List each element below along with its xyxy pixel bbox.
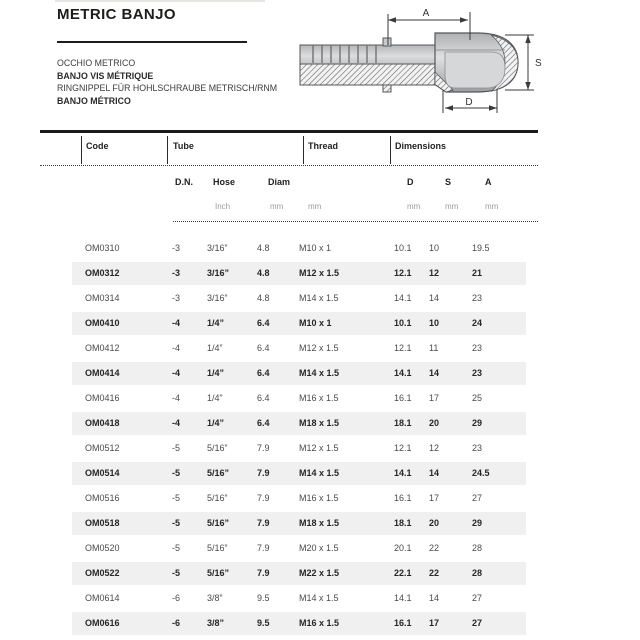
cell-code: OM0512 (85, 443, 120, 453)
cell-thread: M16 x 1.5 (299, 618, 340, 628)
cell-s: 12 (429, 443, 440, 453)
table-row (62, 236, 538, 261)
cell-code: OM0414 (85, 368, 120, 378)
cell-thread: M16 x 1.5 (299, 493, 339, 503)
cell-thread: M14 x 1.5 (299, 293, 339, 303)
cell-dn: -6 (172, 593, 181, 603)
cell-thread: M20 x 1.5 (299, 543, 339, 553)
cell-hose: 3/8” (207, 593, 223, 603)
cell-hose: 5/16” (207, 568, 230, 578)
cell-dn: -4 (172, 418, 181, 428)
cell-a: 29 (472, 518, 483, 528)
cell-a: 24.5 (472, 468, 490, 478)
cell-d: 16.1 (394, 393, 412, 403)
cell-diam: 4.8 (257, 268, 270, 278)
cell-code: OM0310 (85, 243, 120, 253)
cell-d: 14.1 (394, 593, 412, 603)
cell-hose: 5/16” (207, 518, 230, 528)
title-rule (57, 41, 247, 43)
cell-s: 14 (429, 293, 440, 303)
cell-s: 17 (429, 618, 440, 628)
cell-hose: 3/16” (207, 293, 228, 303)
subheader-a: A (485, 177, 492, 187)
cell-a: 25 (472, 393, 483, 403)
cell-thread: M18 x 1.5 (299, 518, 340, 528)
cell-thread: M10 x 1 (299, 318, 332, 328)
cell-s: 10 (429, 243, 440, 253)
table-top-rule (40, 130, 538, 133)
cell-diam: 4.8 (257, 293, 270, 303)
cell-dn: -5 (172, 468, 181, 478)
subheader-s: S (445, 177, 452, 187)
table-row (62, 336, 538, 361)
cell-d: 14.1 (394, 368, 412, 378)
cell-dn: -4 (172, 368, 181, 378)
subheader-dn: D.N. (175, 177, 193, 187)
column-group-dimensions: Dimensions (395, 141, 447, 151)
cell-thread: M22 x 1.5 (299, 568, 340, 578)
cell-s: 20 (429, 418, 440, 428)
cell-diam: 7.9 (257, 468, 270, 478)
cell-thread: M12 x 1.5 (299, 443, 339, 453)
cell-thread: M14 x 1.5 (299, 468, 340, 478)
cell-a: 28 (472, 543, 483, 553)
subheader-diam: Diam (268, 177, 291, 187)
header-separator (390, 136, 391, 164)
cell-diam: 7.9 (257, 543, 270, 553)
cell-code: OM0518 (85, 518, 120, 528)
cell-s: 12 (429, 268, 440, 278)
cell-dn: -3 (172, 293, 181, 303)
cell-dn: -5 (172, 518, 181, 528)
dotted-rule-top (40, 165, 538, 166)
cell-s: 14 (429, 468, 440, 478)
cell-d: 16.1 (394, 618, 412, 628)
header-separator (81, 136, 82, 164)
dotted-rule-units (173, 221, 538, 222)
cell-thread: M12 x 1.5 (299, 343, 339, 353)
cell-d: 14.1 (394, 468, 412, 478)
cropped-top-fragment (55, 0, 265, 2)
cell-dn: -3 (172, 243, 181, 253)
cell-s: 17 (429, 493, 440, 503)
cell-hose: 1/4” (207, 393, 223, 403)
banjo-fitting-diagram (295, 2, 545, 124)
dimension-s-label: S (535, 58, 542, 69)
cell-hose: 1/4” (207, 318, 225, 328)
cell-dn: -5 (172, 568, 181, 578)
cell-dn: -4 (172, 318, 181, 328)
subtitle-spanish: BANJO MÉTRICO (57, 96, 131, 107)
cell-hose: 3/8” (207, 618, 225, 628)
cell-d: 20.1 (394, 543, 412, 553)
cell-diam: 6.4 (257, 418, 270, 428)
cell-thread: M10 x 1 (299, 243, 332, 253)
cell-d: 22.1 (394, 568, 412, 578)
cell-thread: M14 x 1.5 (299, 593, 339, 603)
cell-dn: -4 (172, 343, 181, 353)
cell-d: 18.1 (394, 518, 412, 528)
cell-hose: 1/4” (207, 418, 225, 428)
cell-a: 23 (472, 443, 483, 453)
cell-a: 27 (472, 618, 483, 628)
cell-d: 12.1 (394, 343, 412, 353)
cell-s: 20 (429, 518, 440, 528)
cell-code: OM0616 (85, 618, 120, 628)
cell-d: 16.1 (394, 493, 412, 503)
unit-d: mm (407, 202, 421, 211)
cell-a: 23 (472, 368, 483, 378)
cell-hose: 3/16” (207, 243, 228, 253)
cell-thread: M12 x 1.5 (299, 268, 340, 278)
subtitle-italian: OCCHIO METRICO (57, 58, 136, 68)
cell-code: OM0520 (85, 543, 120, 553)
cell-s: 22 (429, 568, 440, 578)
cell-s: 10 (429, 318, 440, 328)
table-row (62, 286, 538, 311)
cell-dn: -5 (172, 493, 181, 503)
cell-diam: 6.4 (257, 368, 270, 378)
cell-code: OM0522 (85, 568, 120, 578)
cell-a: 24 (472, 318, 483, 328)
cell-diam: 7.9 (257, 518, 270, 528)
cell-d: 12.1 (394, 268, 412, 278)
cell-s: 14 (429, 593, 440, 603)
dimension-d-label: D (465, 97, 473, 108)
cell-hose: 1/4” (207, 343, 223, 353)
page-title: METRIC BANJO (57, 6, 176, 23)
cell-code: OM0514 (85, 468, 120, 478)
table-row (62, 536, 538, 561)
cell-diam: 4.8 (257, 243, 270, 253)
cell-s: 17 (429, 393, 440, 403)
cell-a: 19.5 (472, 243, 490, 253)
cell-a: 23 (472, 343, 483, 353)
table-row (62, 411, 538, 436)
table-row (62, 361, 538, 386)
column-group-tube: Tube (173, 141, 194, 151)
cell-a: 23 (472, 293, 483, 303)
cell-code: OM0418 (85, 418, 120, 428)
table-row (62, 436, 538, 461)
cell-thread: M14 x 1.5 (299, 368, 340, 378)
cell-hose: 5/16” (207, 493, 228, 503)
subtitle-french: BANJO VIS MÉTRIQUE (57, 70, 154, 81)
header-separator (303, 136, 304, 164)
cell-dn: -3 (172, 268, 181, 278)
column-group-thread: Thread (308, 141, 339, 151)
cell-hose: 5/16” (207, 543, 228, 553)
unit-hose: Inch (215, 202, 231, 211)
table-row (62, 386, 538, 411)
cell-s: 14 (429, 368, 440, 378)
table-row (62, 586, 538, 611)
cell-hose: 3/16” (207, 268, 230, 278)
unit-diam: mm (270, 202, 284, 211)
cell-d: 12.1 (394, 443, 412, 453)
cell-code: OM0312 (85, 268, 120, 278)
cell-a: 27 (472, 593, 483, 603)
cell-d: 18.1 (394, 418, 412, 428)
cell-dn: -4 (172, 393, 181, 403)
cell-diam: 6.4 (257, 393, 270, 403)
table-row (62, 486, 538, 511)
cell-a: 28 (472, 568, 483, 578)
table-row (62, 611, 538, 636)
cell-a: 27 (472, 493, 483, 503)
subheader-hose: Hose (213, 177, 236, 187)
cell-diam: 6.4 (257, 343, 270, 353)
table-row (62, 261, 538, 286)
cell-diam: 9.5 (257, 618, 270, 628)
unit-thread: mm (308, 202, 322, 211)
table-row (62, 311, 538, 336)
cell-d: 10.1 (394, 243, 412, 253)
header-separator (167, 136, 168, 164)
subtitle-german: RINGNIPPEL FÜR HOHLSCHRAUBE METRISCH/RNM (57, 83, 278, 94)
cell-d: 14.1 (394, 293, 412, 303)
cell-hose: 5/16” (207, 443, 228, 453)
cell-a: 21 (472, 268, 483, 278)
cell-diam: 7.9 (257, 493, 270, 503)
cell-thread: M18 x 1.5 (299, 418, 340, 428)
cell-s: 11 (429, 343, 439, 353)
cell-dn: -5 (172, 543, 181, 553)
subheader-d: D (407, 177, 414, 187)
cell-code: OM0314 (85, 293, 120, 303)
banjo-head (435, 33, 518, 92)
cell-hose: 1/4” (207, 368, 225, 378)
cell-code: OM0412 (85, 343, 120, 353)
cell-diam: 6.4 (257, 318, 270, 328)
cell-dn: -5 (172, 443, 181, 453)
cell-d: 10.1 (394, 318, 412, 328)
cell-code: OM0614 (85, 593, 120, 603)
cell-hose: 5/16” (207, 468, 230, 478)
subtitle-block (57, 57, 277, 108)
table-row (62, 561, 538, 586)
unit-s: mm (445, 202, 459, 211)
column-group-code: Code (86, 141, 109, 151)
cell-s: 22 (429, 543, 440, 553)
unit-a: mm (485, 202, 499, 211)
cell-dn: -6 (172, 618, 181, 628)
cell-code: OM0416 (85, 393, 120, 403)
cell-diam: 7.9 (257, 443, 270, 453)
table-row (62, 461, 538, 486)
dimension-a-label: A (422, 8, 430, 19)
table-body (62, 236, 538, 636)
cell-code: OM0516 (85, 493, 120, 503)
hose-stem (300, 38, 438, 92)
table-row (62, 511, 538, 536)
cell-diam: 9.5 (257, 593, 270, 603)
cell-code: OM0410 (85, 318, 120, 328)
cell-thread: M16 x 1.5 (299, 393, 339, 403)
cell-diam: 7.9 (257, 568, 270, 578)
cell-a: 29 (472, 418, 483, 428)
